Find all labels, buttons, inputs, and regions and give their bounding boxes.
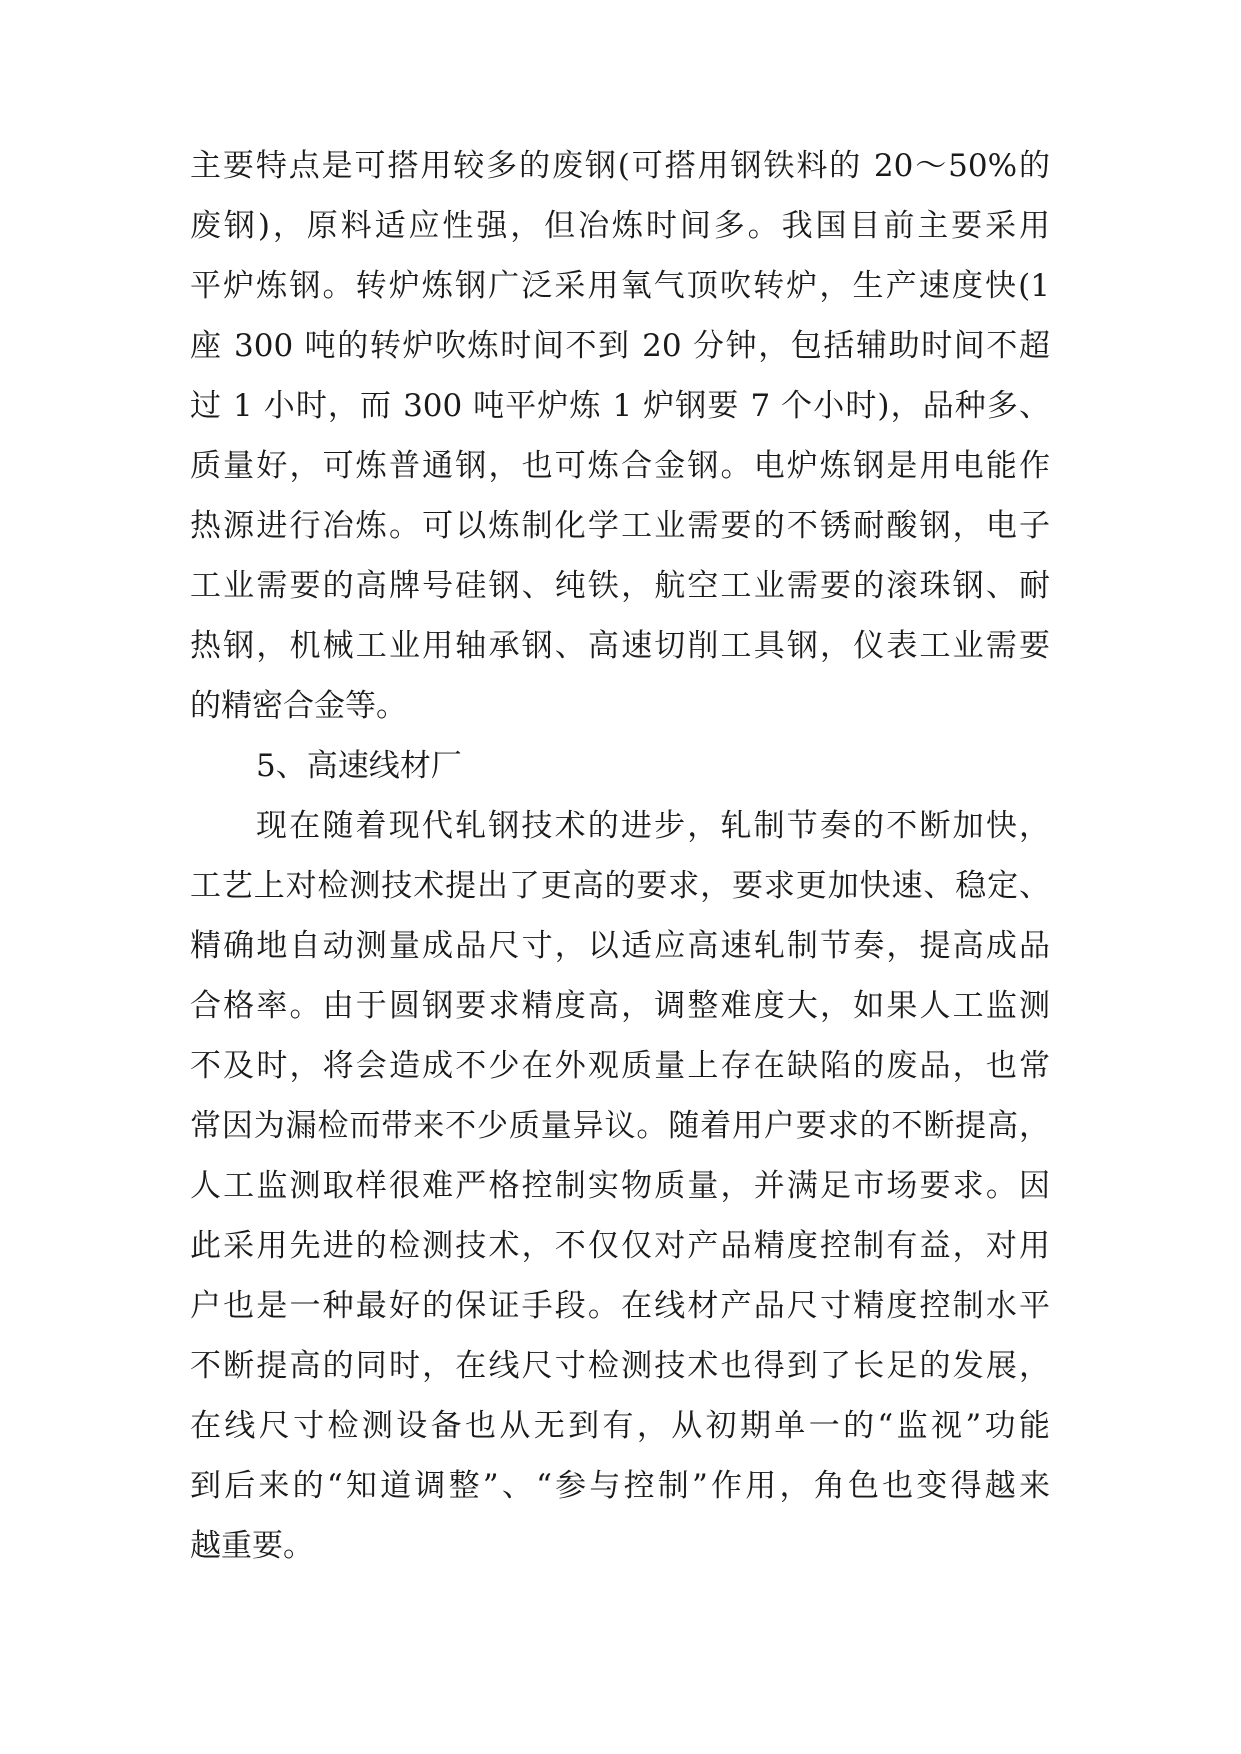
text-line: 的精密合金等。 xyxy=(190,688,407,724)
text-line: 在线尺寸检测设备也从无到有，从初期单一的“监视”功能 xyxy=(190,1408,1050,1444)
text-line: 越重要。 xyxy=(190,1528,314,1564)
text-line: 工艺上对检测技术提出了更高的要求，要求更加快速、稳定、 xyxy=(190,868,1050,904)
text-line: 不及时，将会造成不少在外观质量上存在缺陷的废品，也常 xyxy=(190,1048,1050,1084)
text-line: 此采用先进的检测技术，不仅仅对产品精度控制有益，对用 xyxy=(190,1228,1050,1264)
text-line: 质量好，可炼普通钢，也可炼合金钢。电炉炼钢是用电能作 xyxy=(190,448,1050,484)
text-line: 热钢，机械工业用轴承钢、高速切削工具钢，仪表工业需要 xyxy=(190,628,1050,664)
text-line: 现在随着现代轧钢技术的进步，轧制节奏的不断加快， xyxy=(256,808,1050,844)
text-line: 户也是一种最好的保证手段。在线材产品尺寸精度控制水平 xyxy=(190,1288,1050,1324)
text-line: 热源进行冶炼。可以炼制化学工业需要的不锈耐酸钢，电子 xyxy=(190,508,1050,544)
text-line: 人工监测取样很难严格控制实物质量，并满足市场要求。因 xyxy=(190,1168,1050,1204)
text-line: 常因为漏检而带来不少质量异议。随着用户要求的不断提高， xyxy=(190,1108,1050,1144)
text-line: 到后来的“知道调整”、“参与控制”作用，角色也变得越来 xyxy=(190,1468,1050,1504)
section-heading xyxy=(190,736,1050,796)
paragraph-wire-rod xyxy=(190,796,1050,1576)
text-line: 合格率。由于圆钢要求精度高，调整难度大，如果人工监测 xyxy=(190,988,1050,1024)
text-line: 过 1 小时，而 300 吨平炉炼 1 炉钢要 7 个小时)，品种多、 xyxy=(190,388,1050,424)
text-line: 座 300 吨的转炉吹炼时间不到 20 分钟，包括辅助时间不超 xyxy=(190,328,1050,364)
paragraph-steelmaking xyxy=(190,136,1050,736)
text-line: 平炉炼钢。转炉炼钢广泛采用氧气顶吹转炉，生产速度快(1 xyxy=(190,268,1050,304)
text-line: 精确地自动测量成品尺寸，以适应高速轧制节奏，提高成品 xyxy=(190,928,1050,964)
text-line: 工业需要的高牌号硅钢、纯铁，航空工业需要的滚珠钢、耐 xyxy=(190,568,1050,604)
section-heading-text: 5、高速线材厂 xyxy=(256,748,462,784)
text-line: 废钢)，原料适应性强，但冶炼时间多。我国目前主要采用 xyxy=(190,208,1050,244)
text-line: 主要特点是可搭用较多的废钢(可搭用钢铁料的 20～50%的 xyxy=(190,148,1050,184)
text-line: 不断提高的同时，在线尺寸检测技术也得到了长足的发展， xyxy=(190,1348,1050,1384)
